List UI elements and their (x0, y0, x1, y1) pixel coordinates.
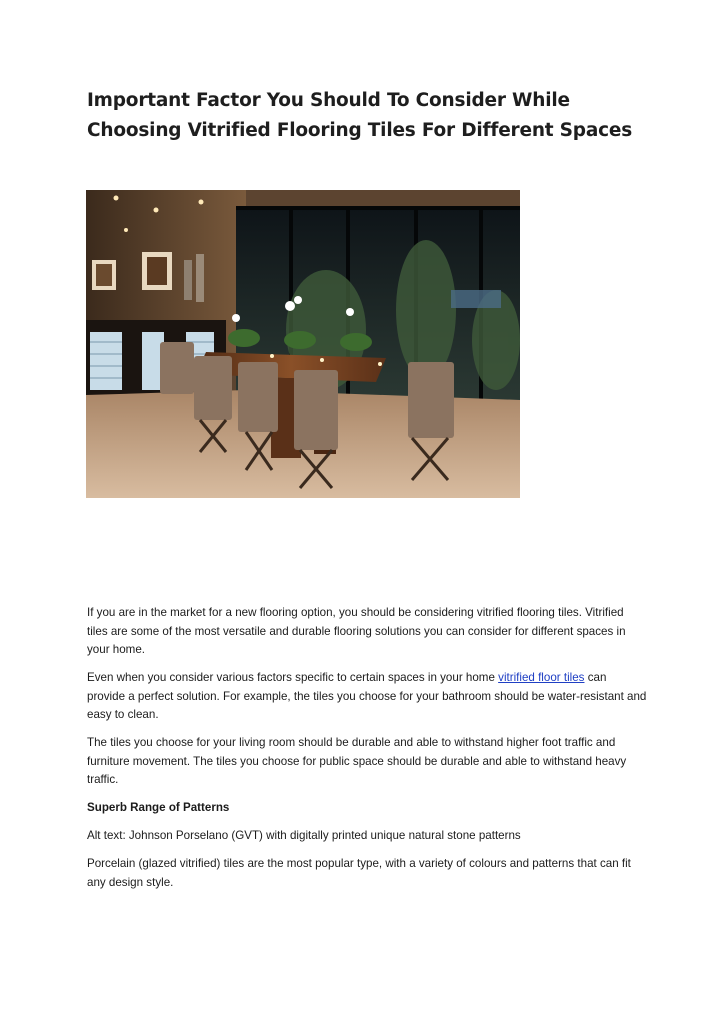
paragraph-living-room: The tiles you choose for your living room should be durable and able to withstand higher foot traffic and furniture movement. The tiles you choose for public space should be durable and able to withstand heavy traffic. (87, 736, 627, 786)
paragraph-intro: If you are in the market for a new flooring option, you should be considering vitrified flooring tiles. Vitrified tiles are some of the most versatile and durable flooring solutions you can consider for different spaces in your home. (87, 606, 626, 656)
page-title: Important Factor You Should To Consider While Choosing Vitrified Flooring Tiles For Different Spaces (87, 90, 633, 141)
section-heading: Superb Range of Patterns (87, 801, 230, 814)
vitrified-floor-tiles-link[interactable]: vitrified floor tiles (498, 671, 585, 684)
paragraph-factors-after: can provide a perfect solution. For example, the tiles you choose for your bathroom should be water-resistant and easy to clean. (87, 671, 647, 721)
dining-room-photo (86, 190, 520, 498)
paragraph-factors (87, 669, 647, 725)
paragraph-alt-text: Alt text: Johnson Porselano (GVT) with digitally printed unique natural stone patterns (87, 829, 521, 842)
paragraph-factors-before: Even when you consider various factors specific to certain spaces in your home (87, 671, 499, 684)
paragraph-porcelain: Porcelain (glazed vitrified) tiles are the most popular type, with a variety of colours and patterns that can fit any design style. (87, 857, 631, 889)
dining-room-illustration (86, 190, 520, 498)
article-body (87, 604, 647, 902)
